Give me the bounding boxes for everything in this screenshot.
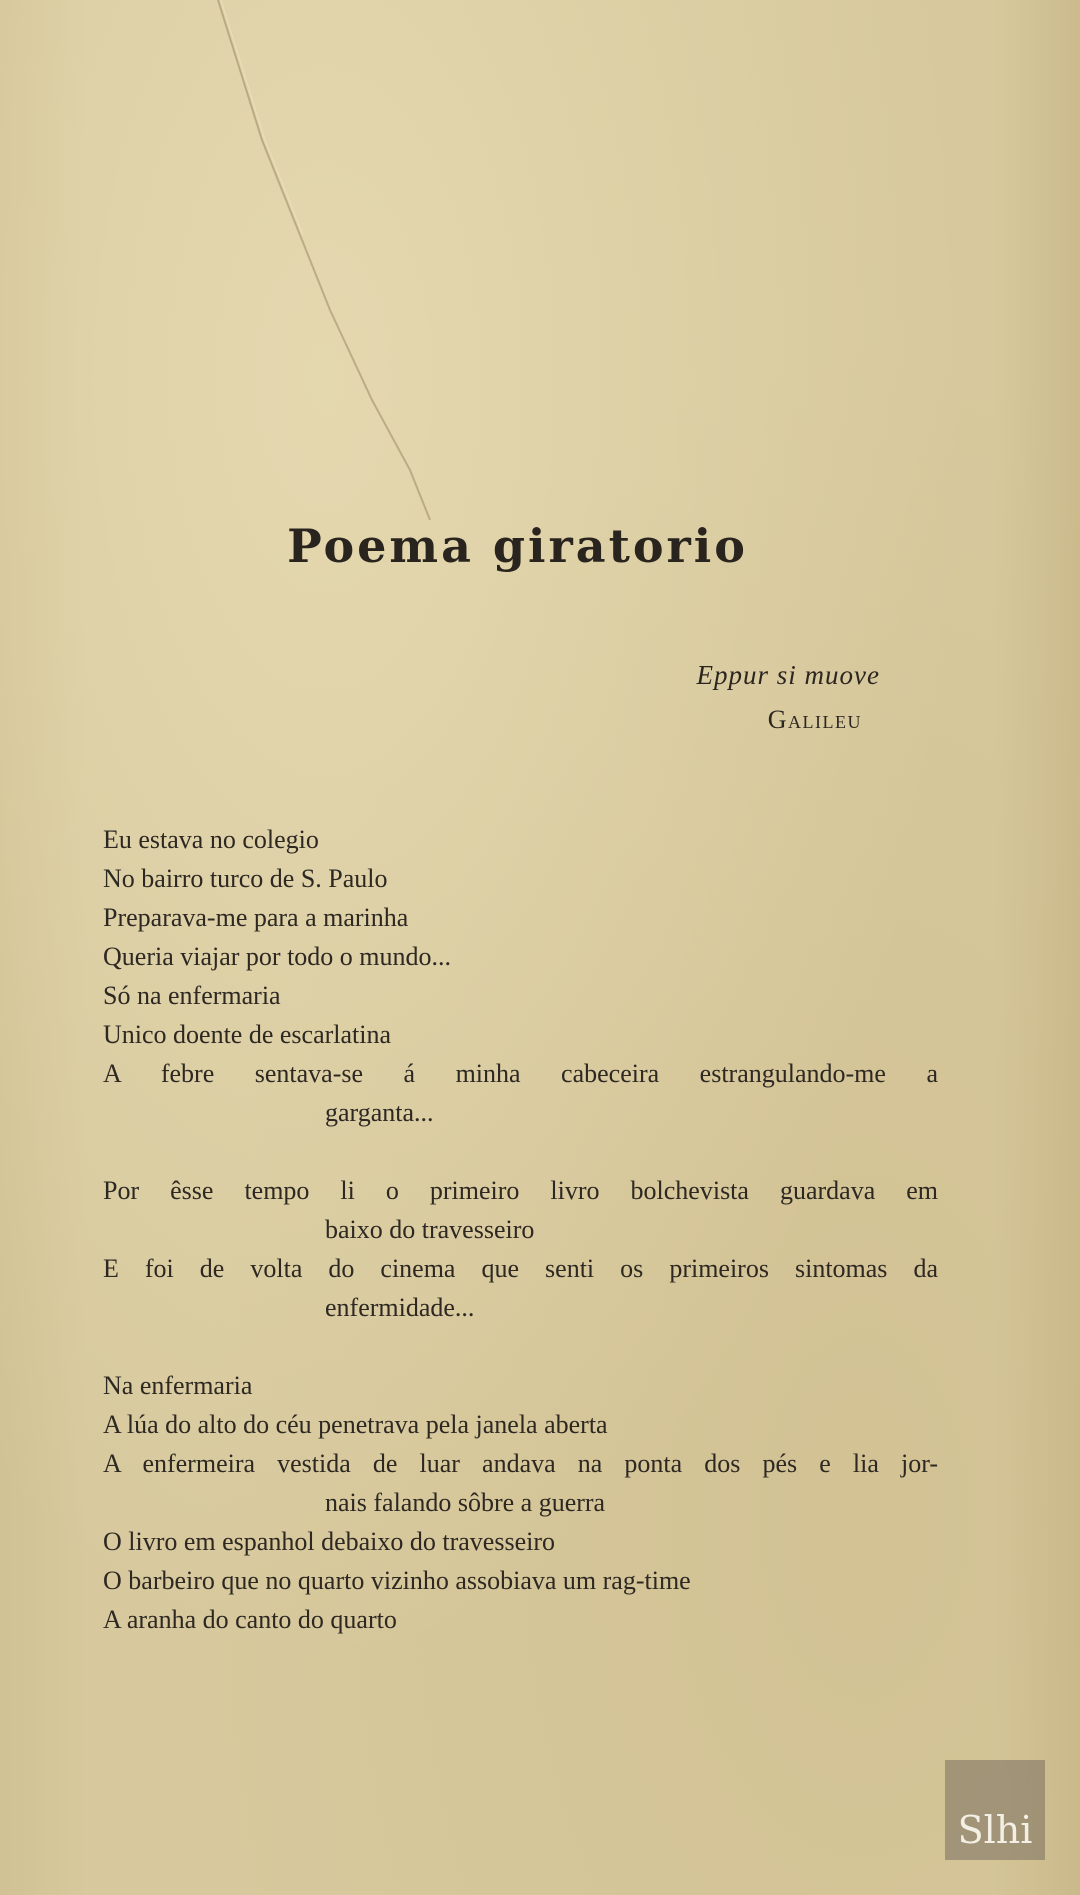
epigraph bbox=[560, 660, 880, 735]
poem-line-continuation: garganta... bbox=[325, 1098, 434, 1127]
poem-line: Por êsse tempo li o primeiro livro bolchevista guardava em bbox=[103, 1176, 938, 1205]
stanza-1 bbox=[103, 820, 938, 1132]
poem-line: A febre sentava-se á minha cabeceira estrangulando-me a bbox=[103, 1059, 938, 1088]
stanza-2 bbox=[103, 1171, 938, 1327]
poem-line: Preparava-me para a marinha bbox=[103, 903, 409, 932]
poem-line: Queria viajar por todo o mundo... bbox=[103, 942, 452, 971]
poem-line: Na enfermaria bbox=[103, 1371, 253, 1400]
poem-line-continuation: baixo do travesseiro bbox=[325, 1215, 535, 1244]
poem-line: A enfermeira vestida de luar andava na ponta dos pés e lia jor- bbox=[103, 1449, 938, 1478]
poem-line: E foi de volta do cinema que senti os primeiros sintomas da bbox=[103, 1254, 938, 1283]
epigraph-author: Galileu bbox=[767, 705, 862, 734]
poem-title: Poema giratorio bbox=[287, 518, 748, 573]
poem-line: A aranha do canto do quarto bbox=[103, 1605, 397, 1634]
poem-line: No bairro turco de S. Paulo bbox=[103, 864, 388, 893]
poem-line: Só na enfermaria bbox=[103, 981, 281, 1010]
poem-body bbox=[103, 820, 938, 1639]
poem-line: Unico doente de escarlatina bbox=[103, 1020, 392, 1049]
poem-line: O barbeiro que no quarto vizinho assobiava um rag-time bbox=[103, 1566, 691, 1595]
poem-line: Eu estava no colegio bbox=[103, 825, 319, 854]
poem-line: O livro em espanhol debaixo do travesseiro bbox=[103, 1527, 555, 1556]
epigraph-quote: Eppur si muove bbox=[696, 660, 880, 690]
poem-line: A lúa do alto do céu penetrava pela janela aberta bbox=[103, 1410, 608, 1439]
stanza-3 bbox=[103, 1366, 938, 1639]
poem-line-continuation: nais falando sôbre a guerra bbox=[325, 1488, 606, 1517]
library-stamp-logo: Slhi bbox=[945, 1760, 1045, 1860]
poem-line-continuation: enfermidade... bbox=[325, 1293, 475, 1322]
